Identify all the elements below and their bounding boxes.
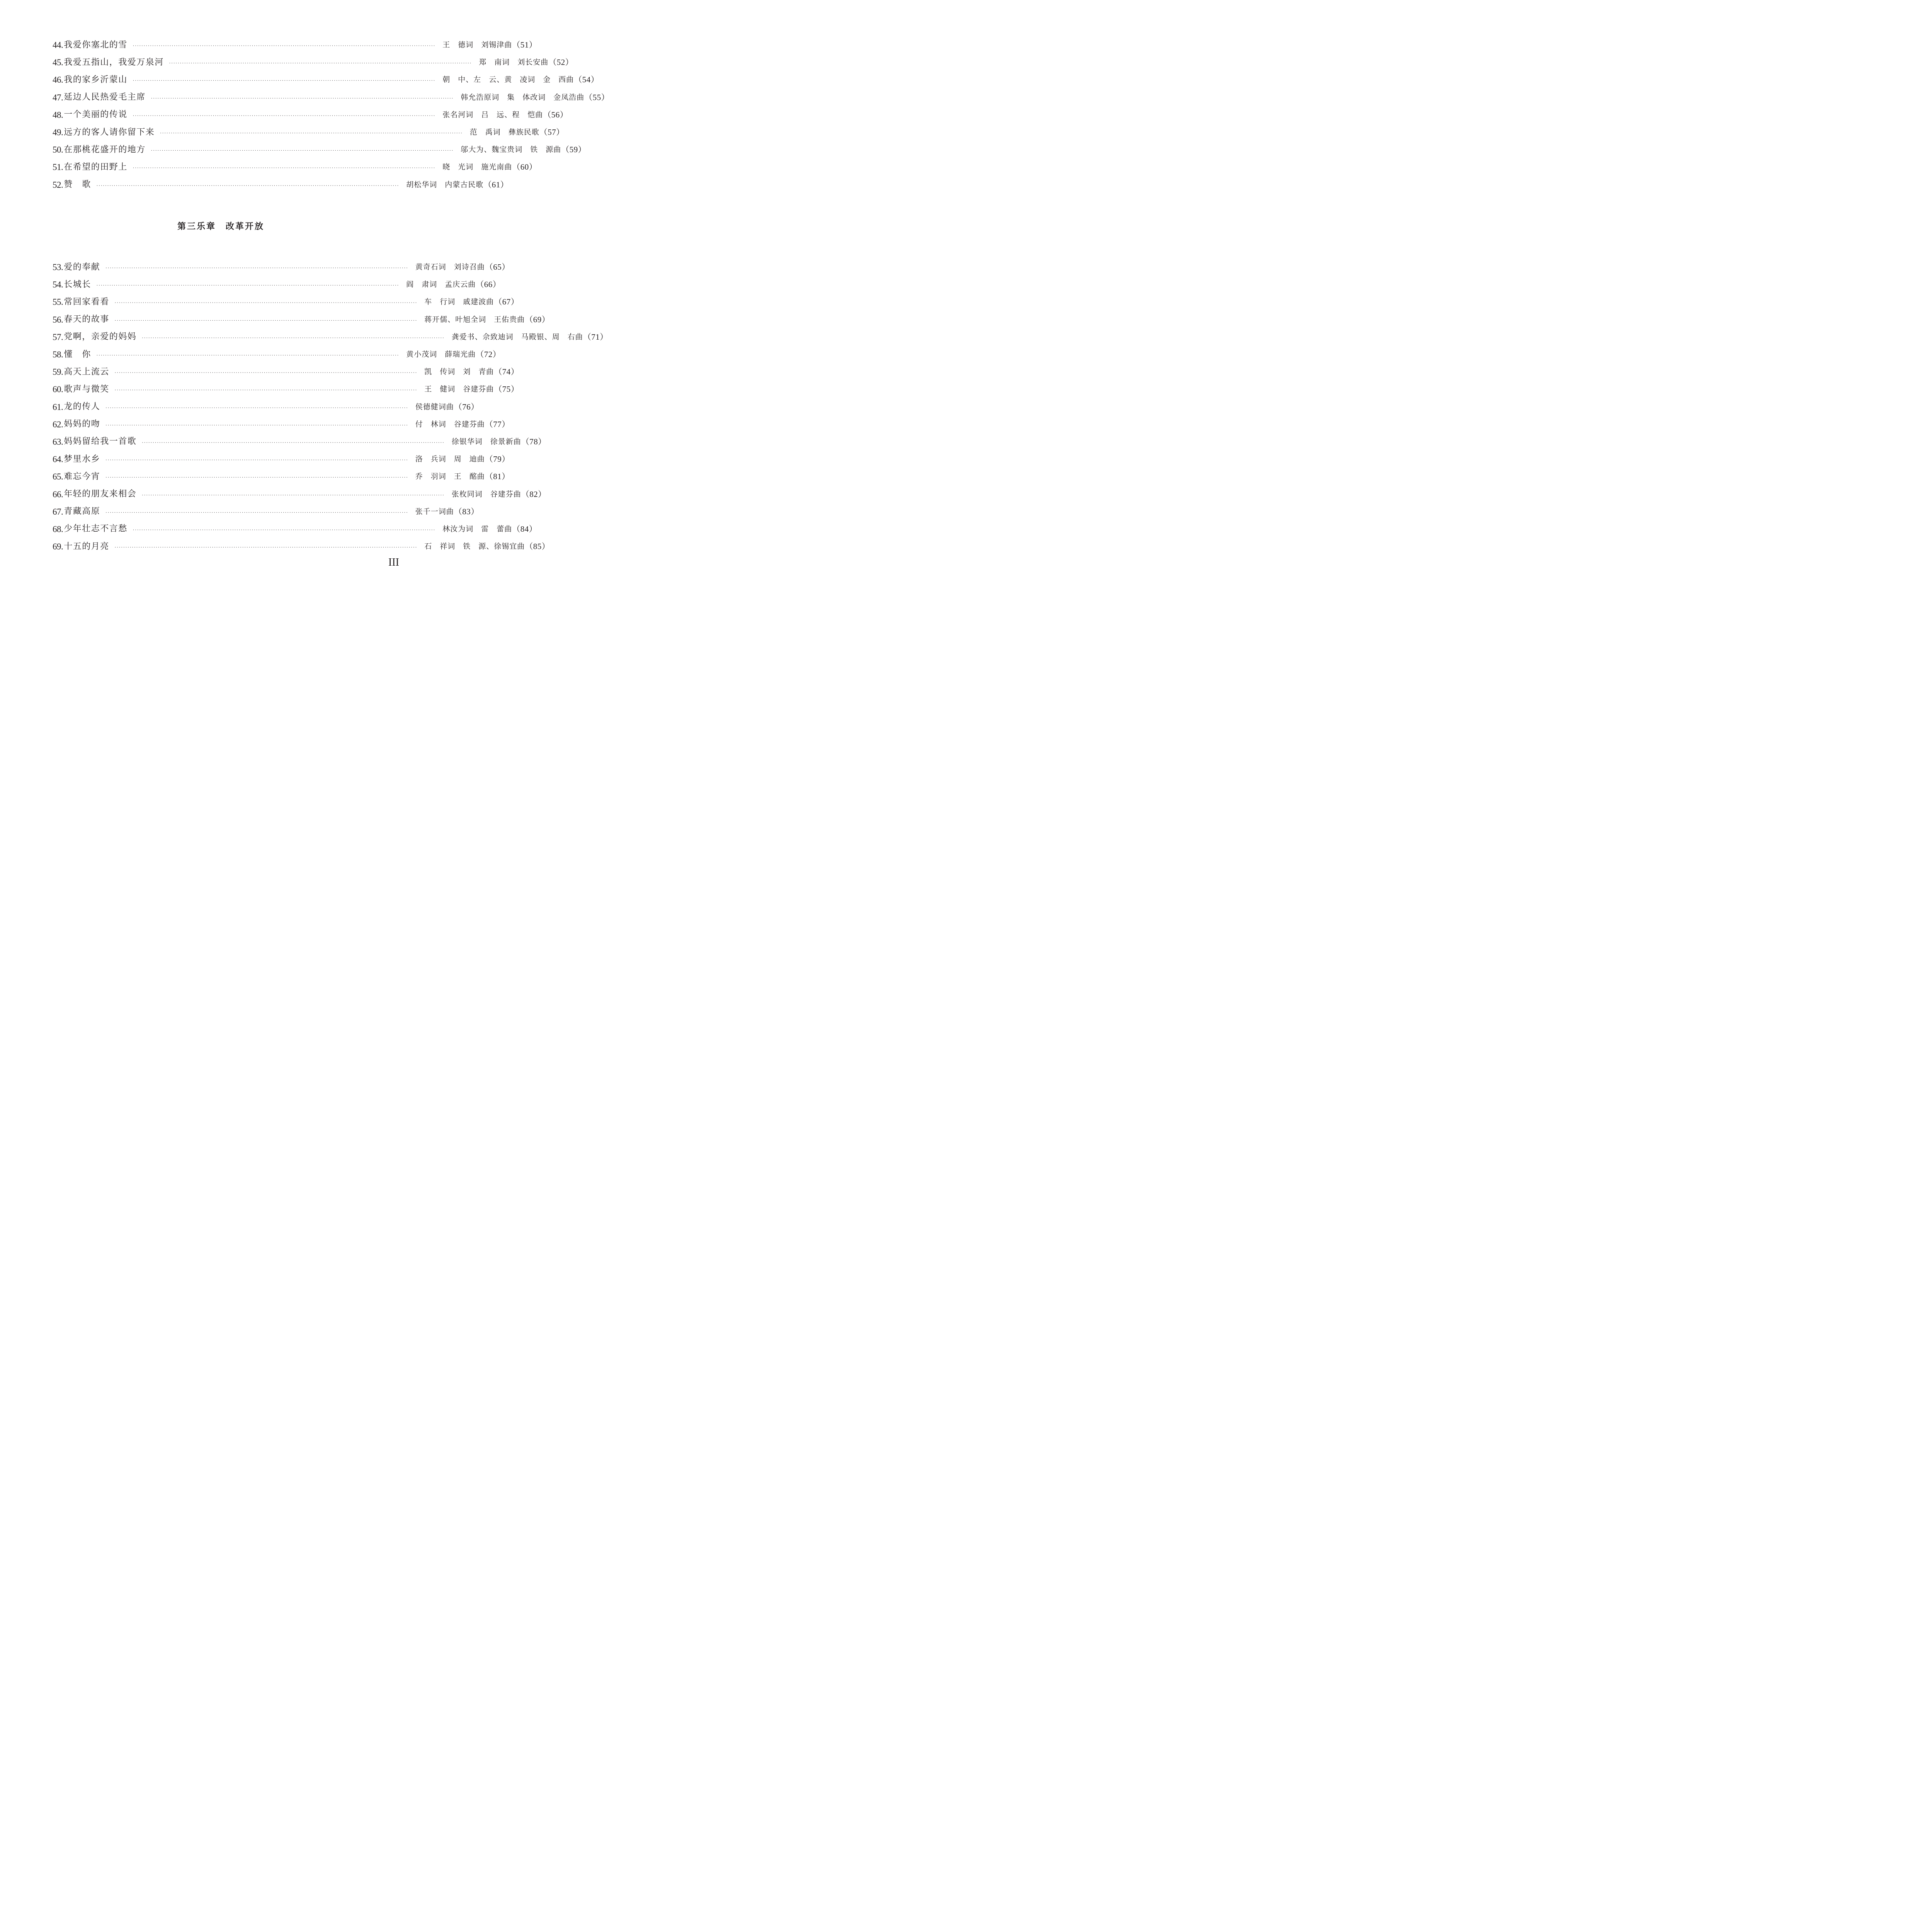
entry-credits: 晓 光词 施光南曲	[442, 163, 512, 172]
entry-title: 妈妈的吻	[64, 419, 100, 429]
leader-dots: ············································································································································	[142, 492, 445, 498]
entry-credits: 乔 羽词 王 酩曲	[415, 472, 485, 481]
entry-page: （67）	[494, 297, 519, 307]
leader-dots: ············································································································································	[133, 527, 436, 532]
entry-title: 歌声与微笑	[64, 384, 109, 394]
leader-dots: ············································································································································	[96, 353, 400, 358]
toc-entry	[53, 433, 546, 451]
entry-number: 62.	[53, 419, 63, 429]
entry-title: 我爱你塞北的雪	[64, 40, 128, 50]
toc-entry	[53, 503, 479, 520]
entry-page: （78）	[521, 437, 546, 446]
entry-page: （54）	[574, 75, 599, 85]
entry-credits: 石 祥词 铁 源、徐锡宜曲	[424, 542, 525, 551]
leader-dots: ············································································································································	[105, 422, 408, 428]
toc-entry	[53, 346, 501, 363]
entry-number: 64.	[53, 454, 63, 464]
entry-credits: 付 林词 谷建芬曲	[415, 420, 485, 429]
leader-dots: ············································································································································	[114, 545, 418, 550]
leader-dots: ············································································································································	[114, 318, 418, 323]
toc-entry	[53, 328, 608, 346]
leader-dots: ············································································································································	[169, 61, 472, 66]
leader-dots: ············································································································································	[151, 95, 454, 101]
entry-title: 梦里水乡	[64, 454, 100, 464]
entry-number: 55.	[53, 297, 63, 307]
entry-page: （60）	[512, 162, 537, 172]
toc-entry	[53, 54, 574, 71]
entry-title: 爱的奉献	[64, 262, 100, 272]
entry-number: 45.	[53, 58, 63, 68]
entry-title: 党啊，亲爱的妈妈	[64, 332, 137, 342]
entry-credits: 车 行词 戚建波曲	[424, 298, 494, 306]
entry-title: 延边人民热爱毛主席	[64, 92, 146, 102]
entry-credits: 范 禹词 彝族民歌	[469, 128, 539, 137]
entry-number: 44.	[53, 40, 63, 50]
entry-credits: 王 德词 刘锡津曲	[442, 41, 512, 49]
entry-page: （55）	[584, 92, 610, 102]
entry-title: 年轻的朋友来相会	[64, 489, 137, 499]
entry-title: 在希望的田野上	[64, 162, 128, 172]
entry-number: 65.	[53, 472, 63, 482]
entry-page: （74）	[494, 367, 519, 377]
entry-number: 53.	[53, 262, 63, 272]
leader-dots: ············································································································································	[133, 78, 436, 83]
entry-title: 青藏高原	[64, 507, 100, 517]
leader-dots: ············································································································································	[105, 475, 408, 480]
toc-section-2	[53, 36, 610, 194]
entry-title: 常回家看看	[64, 297, 109, 307]
leader-dots: ············································································································································	[133, 165, 436, 171]
entry-title: 妈妈留给我一首歌	[64, 437, 137, 447]
entry-credits: 胡松华词 内蒙古民歌	[406, 180, 484, 189]
leader-dots: ············································································································································	[114, 370, 418, 376]
entry-title: 龙的传人	[64, 402, 100, 412]
toc-entry	[53, 468, 510, 485]
toc-entry	[53, 106, 568, 124]
toc-entry	[53, 363, 519, 381]
entry-number: 48.	[53, 110, 63, 120]
entry-number: 51.	[53, 162, 63, 172]
entry-page: （84）	[512, 524, 537, 534]
entry-number: 67.	[53, 507, 63, 517]
entry-credits: 洛 兵词 周 迪曲	[415, 455, 485, 464]
entry-page: （75）	[494, 384, 519, 394]
leader-dots: ············································································································································	[96, 183, 400, 188]
entry-page: （59）	[561, 145, 587, 155]
page-folio: III	[388, 556, 399, 568]
entry-number: 59.	[53, 367, 63, 377]
leader-dots: ············································································································································	[105, 510, 408, 515]
toc-entry	[53, 451, 510, 468]
entry-number: 66.	[53, 489, 63, 499]
entry-number: 52.	[53, 180, 63, 190]
toc-entry	[53, 124, 565, 141]
entry-number: 61.	[53, 402, 63, 412]
leader-dots: ············································································································································	[133, 113, 436, 118]
entry-credits: 朝 中、左 云、黄 凌词 金 西曲	[442, 75, 574, 84]
toc-entry	[53, 538, 550, 555]
entry-credits: 龚爱书、佘致迪词 马殿银、周 右曲	[451, 332, 583, 341]
toc-entry	[53, 485, 546, 503]
leader-dots: ············································································································································	[96, 283, 400, 288]
leader-dots: ············································································································································	[142, 335, 445, 340]
entry-page: （76）	[454, 402, 479, 412]
entry-credits: 张枚同词 谷建芬曲	[451, 490, 521, 498]
leader-dots: ············································································································································	[105, 265, 408, 271]
entry-title: 远方的客人请你留下来	[64, 127, 155, 137]
entry-credits: 张名河词 吕 远、程 恺曲	[442, 110, 543, 119]
toc-entry	[53, 89, 610, 106]
entry-page: （51）	[512, 40, 537, 50]
entry-title: 我的家乡沂蒙山	[64, 75, 128, 85]
entry-number: 46.	[53, 75, 63, 85]
entry-title: 高天上流云	[64, 367, 109, 377]
toc-entry	[53, 416, 510, 433]
entry-page: （77）	[485, 419, 510, 429]
entry-page: （69）	[525, 315, 550, 324]
entry-page: （61）	[483, 180, 509, 189]
entry-credits: 阎 肃词 孟庆云曲	[406, 280, 476, 289]
entry-title: 难忘今宵	[64, 471, 100, 481]
toc-entry	[53, 259, 510, 276]
entry-title: 赞 歌	[64, 180, 91, 190]
leader-dots: ············································································································································	[133, 43, 436, 49]
entry-page: （57）	[539, 128, 565, 137]
entry-credits: 蒋开儒、叶旭全词 王佑贵曲	[424, 315, 525, 324]
toc-entry	[53, 398, 479, 416]
entry-page: （85）	[525, 542, 550, 551]
toc-entry	[53, 71, 599, 88]
entry-credits: 韩允浩原词 集 体改词 金凤浩曲	[461, 93, 585, 102]
entry-page: （66）	[476, 280, 501, 289]
entry-title: 在那桃花盛开的地方	[64, 145, 146, 155]
entry-credits: 张千一词曲	[415, 507, 454, 516]
entry-title: 一个美丽的传说	[64, 110, 128, 120]
toc-entry	[53, 176, 509, 194]
toc-entry	[53, 381, 519, 398]
entry-title: 懂 你	[64, 349, 91, 359]
entry-title: 少年壮志不言愁	[64, 524, 128, 534]
chapter-heading: 第三乐章 改革开放	[177, 221, 264, 231]
entry-page: （52）	[548, 58, 574, 67]
toc-entry	[53, 141, 587, 158]
entry-number: 60.	[53, 384, 63, 395]
entry-page: （56）	[543, 110, 568, 119]
entry-number: 50.	[53, 145, 63, 155]
entry-page: （82）	[521, 489, 546, 499]
entry-page: （65）	[485, 262, 510, 272]
entry-credits: 黄小茂词 薛瑞光曲	[406, 350, 476, 359]
leader-dots: ············································································································································	[114, 388, 418, 393]
entry-title: 春天的故事	[64, 315, 109, 325]
entry-title: 长城长	[64, 279, 91, 289]
entry-credits: 黄奇石词 刘诗召曲	[415, 263, 485, 272]
leader-dots: ············································································································································	[105, 405, 408, 410]
entry-page: （71）	[583, 332, 608, 342]
entry-number: 58.	[53, 350, 63, 360]
leader-dots: ············································································································································	[160, 131, 463, 136]
entry-number: 63.	[53, 437, 63, 447]
toc-section-3	[53, 259, 608, 555]
entry-number: 54.	[53, 280, 63, 290]
entry-credits: 王 健词 谷建芬曲	[424, 385, 494, 394]
entry-number: 49.	[53, 128, 63, 138]
toc-entry	[53, 311, 550, 328]
entry-page: （79）	[485, 454, 510, 464]
entry-number: 56.	[53, 315, 63, 325]
toc-entry	[53, 158, 537, 176]
toc-entry	[53, 293, 519, 311]
leader-dots: ············································································································································	[151, 148, 454, 153]
entry-number: 47.	[53, 92, 63, 102]
entry-credits: 凯 传词 刘 青曲	[424, 367, 494, 376]
leader-dots: ············································································································································	[114, 300, 418, 306]
toc-entry	[53, 276, 501, 293]
entry-title: 十五的月亮	[64, 541, 109, 551]
entry-number: 57.	[53, 332, 63, 342]
leader-dots: ············································································································································	[142, 440, 445, 445]
entry-title: 我爱五指山，我爱万泉河	[64, 57, 164, 67]
toc-entry	[53, 520, 537, 538]
toc-entry	[53, 36, 537, 54]
leader-dots: ············································································································································	[105, 457, 408, 463]
entry-page: （81）	[485, 472, 510, 481]
entry-credits: 侯德健词曲	[415, 402, 454, 411]
entry-number: 69.	[53, 542, 63, 552]
entry-credits: 徐银华词 徐景新曲	[451, 437, 521, 446]
entry-credits: 郑 南词 刘长安曲	[479, 58, 549, 67]
entry-credits: 邬大为、魏宝贵词 铁 源曲	[461, 145, 561, 154]
entry-page: （72）	[476, 350, 501, 359]
entry-credits: 林汝为词 雷 蕾曲	[442, 524, 512, 533]
entry-number: 68.	[53, 524, 63, 534]
entry-page: （83）	[454, 507, 479, 516]
